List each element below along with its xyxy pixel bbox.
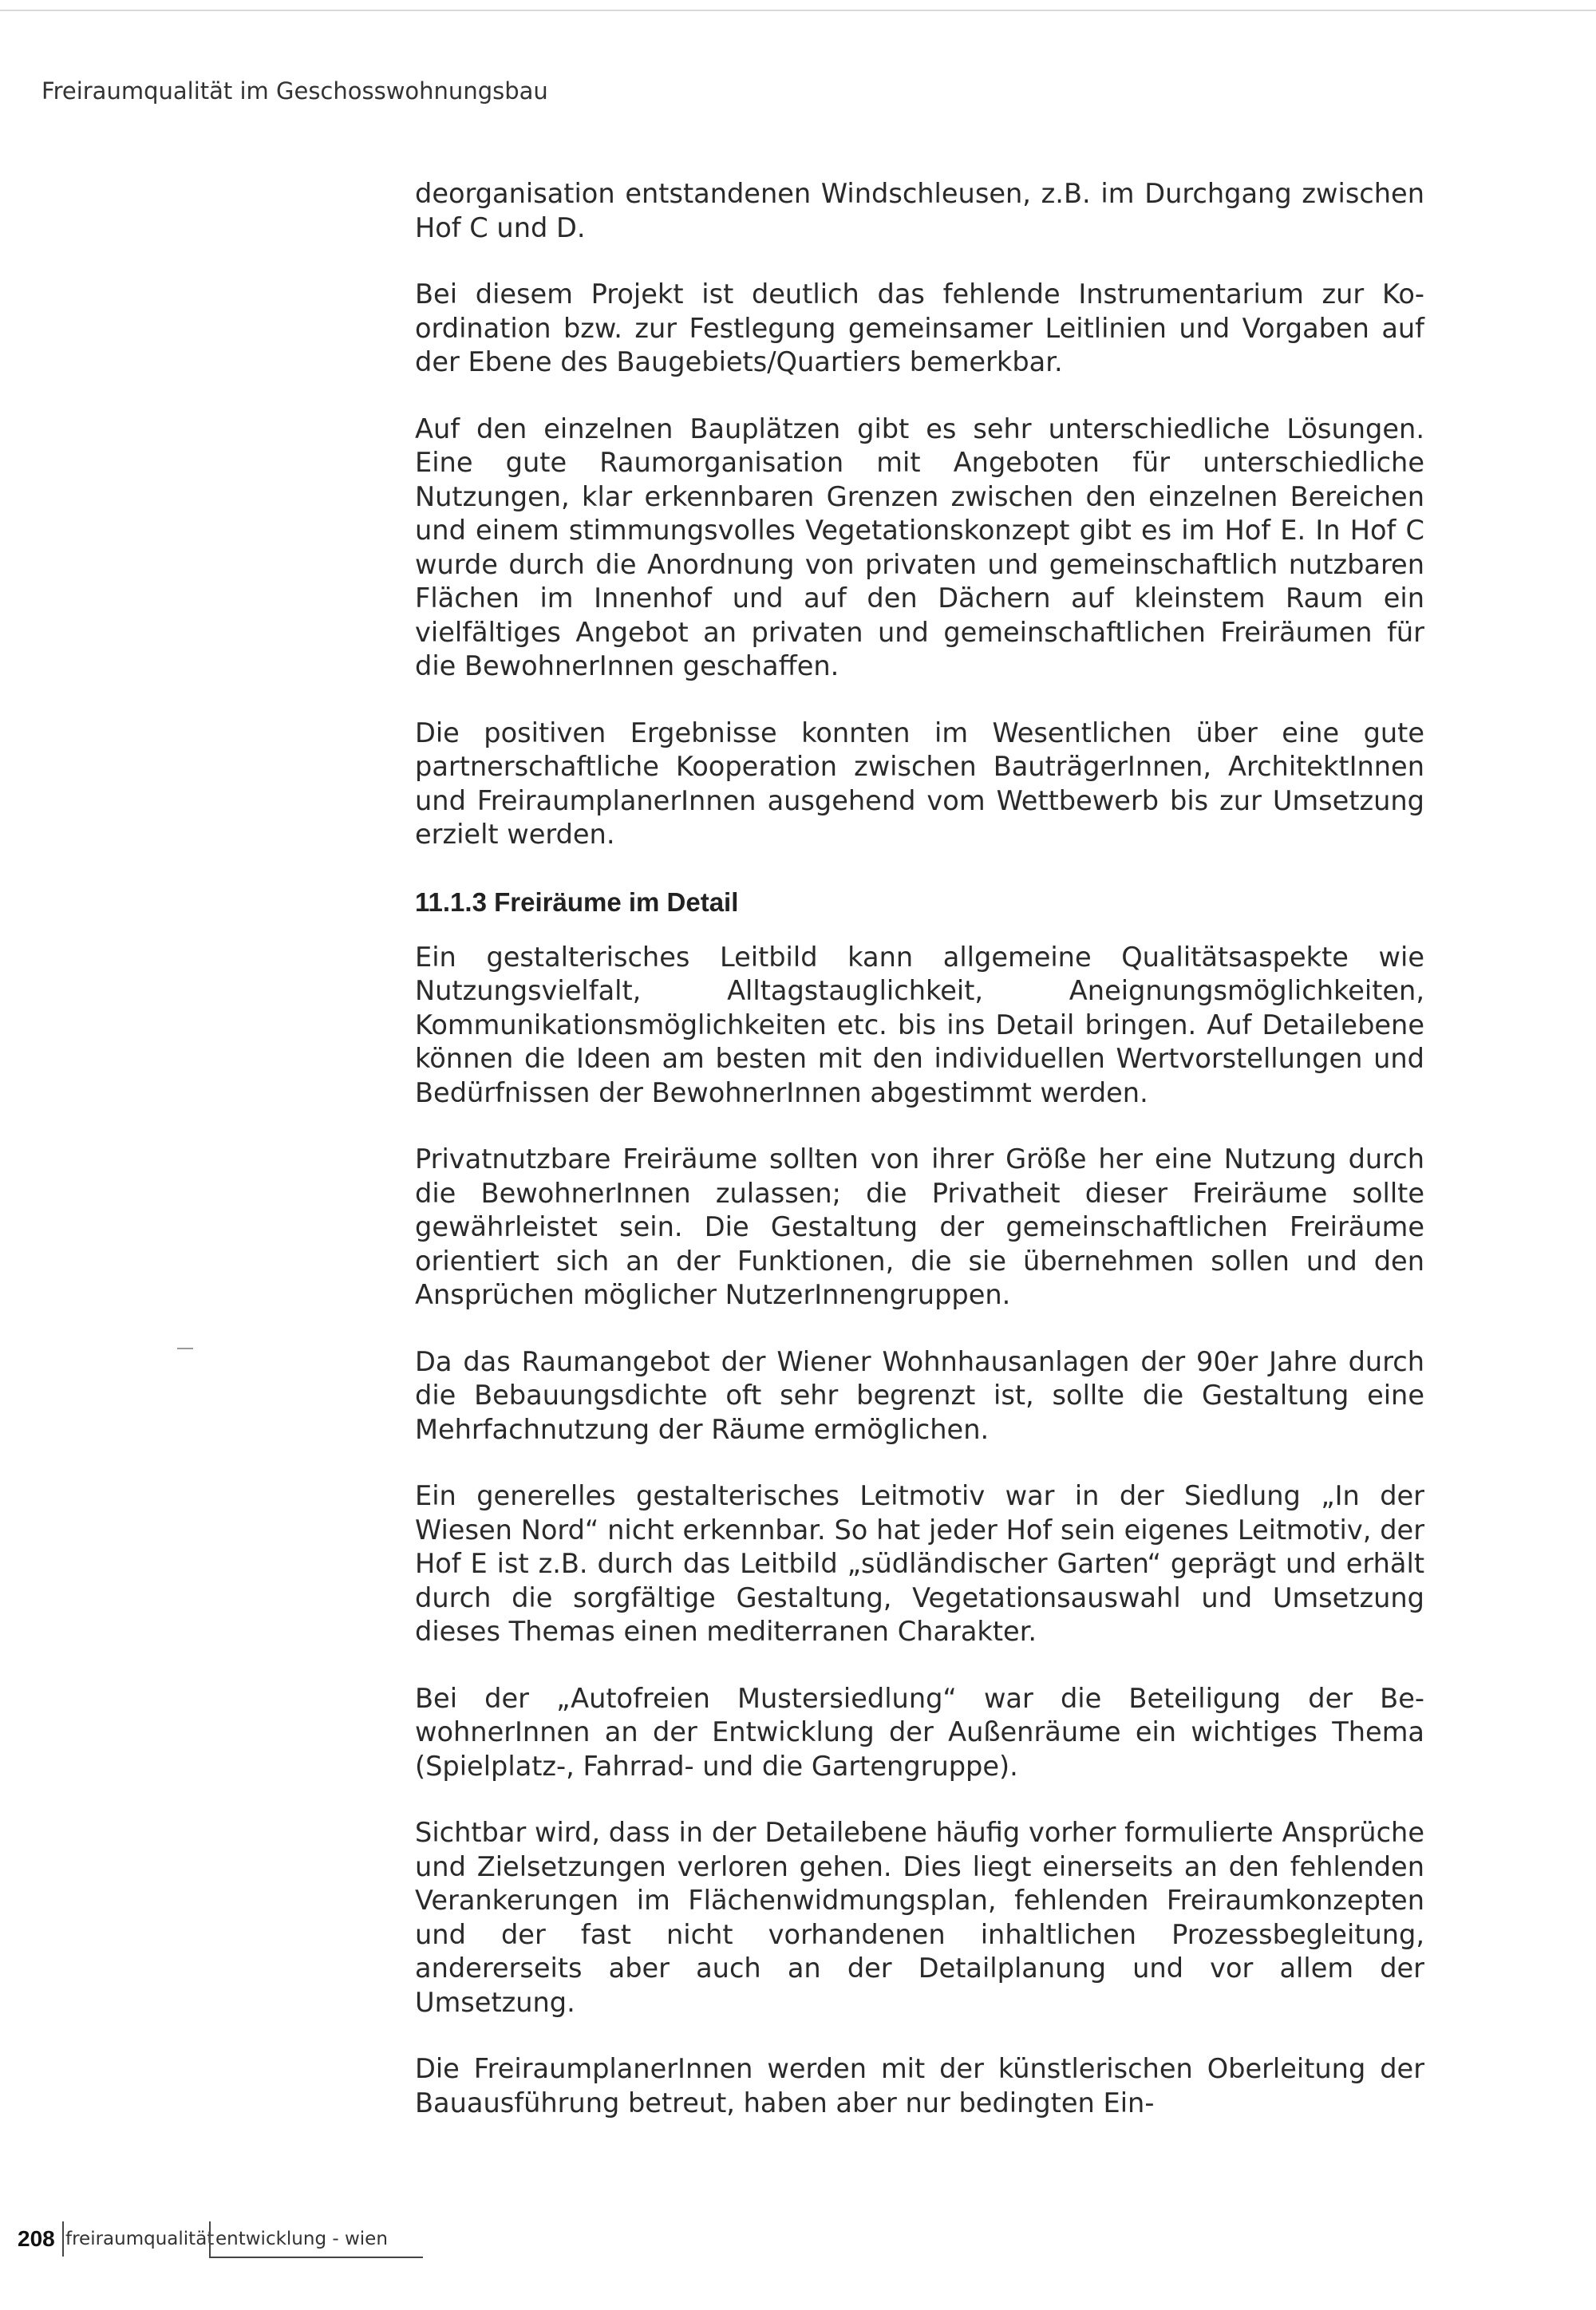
page-number: 208 — [18, 2226, 55, 2251]
paragraph: Ein generelles gestalterisches Leitmotiv war in der Siedlung „In der Wiesen Nord“ nicht erkennbar. So hat jeder Hof sein eigenes Leitmotiv, der Hof E ist z.B. durch das Leitbild „südländischer Garten“ geprägt und erhält durch die sorgfältige Gestaltung, Vegetationsauswahl und Umsetzung dieses Themas einen mediterranen Charakter. — [415, 1480, 1424, 1647]
paragraph: Die FreiraumplanerInnen werden mit der künstlerischen Oberleitung der Bauausführung betreut, haben aber nur bedingten Ein- — [415, 2053, 1424, 2118]
paragraph: Bei der „Autofreien Mustersiedlung“ war die Beteiligung der BewohnerInnen an der Entwicklung der Außenräume ein wichtiges Thema (Spielplatz-, Fahrrad- und die Gartengruppe). — [415, 1682, 1424, 1782]
body-text-column — [415, 177, 1424, 2153]
footer-subtitle-label: entwicklung - wien — [215, 2229, 388, 2249]
page-footer — [18, 2221, 417, 2258]
paragraph: deorganisation entstandenen Windschleusen, z.B. im Durchgang zwischen Hof C und D. — [415, 178, 1424, 243]
footer-series-label: freiraumqualität — [65, 2229, 215, 2249]
running-header: Freiraumqualität im Geschosswohnungsbau — [41, 77, 548, 105]
paragraph: Sichtbar wird, dass in der Detailebene häufig vorher formulierte Ansprüche und Zielsetzungen verloren gehen. Dies liegt einerseits an den fehlenden Verankerungen im Flächenwidmungsplan, fehlenden Freiraumkonzepten und der fast nicht vorhandenen inhaltlichen Prozessbegleitung, andererseits aber auch an der Detailplanung und vor allem der Umsetzung. — [415, 1817, 1424, 2018]
paragraph: Die positiven Ergebnisse konnten im Wesentlichen über eine gute partnerschaftliche Kooperation zwischen BauträgerInnen, ArchitektInnen und FreiraumplanerInnen ausgehend vom Wettbewerb bis zur Umsetzung erzielt werden. — [415, 717, 1424, 850]
top-rule — [0, 10, 1596, 11]
margin-mark — [177, 1348, 193, 1349]
paragraph: Privatnutzbare Freiräume sollten von ihrer Größe her eine Nutzung durch die BewohnerInnen zulassen; die Privatheit dieser Freiräume sollte gewährleistet sein. Die Gestaltung der gemeinschaftlichen Freiräume orientiert sich an der Funktionen, die sie übernehmen sollen und den Ansprüchen möglicher NutzerInnengruppen. — [415, 1143, 1424, 1310]
paragraph: Ein gestalterisches Leitbild kann allgemeine Qualitätsaspekte wie Nutzungsvielfalt, Alltagstauglichkeit, Aneignungsmöglichkeiten, Kommunikationsmöglichkeiten etc. bis ins Detail bringen. Auf Detailebene können die Ideen am besten mit den individuellen Wertvorstellungen und Bedürfnissen der BewohnerInnen abgestimmt werden. — [415, 941, 1424, 1108]
footer-divider — [209, 2221, 211, 2257]
paragraph: Auf den einzelnen Bauplätzen gibt es sehr unterschiedliche Lösungen. Eine gute Raumorganisation mit Angeboten für unterschiedliche Nutzungen, klar erkennbaren Grenzen zwischen den einzelnen Bereichen und einem stimmungsvolles Vegetationskonzept gibt es im Hof E. In Hof C wurde durch die Anordnung von privaten und gemeinschaftlich nutzbaren Flächen im Innenhof und auf den Dächern auf kleinstem Raum ein vielfältiges Angebot an privaten und gemeinschaftlichen Freiräumen für die BewohnerInnen geschaffen. — [415, 413, 1424, 681]
section-heading: 11.1.3 Freiräume im Detail — [415, 886, 739, 917]
paragraph: Bei diesem Projekt ist deutlich das fehlende Instrumentarium zur Koordination bzw. zur Festlegung gemeinsamer Leitlinien und Vorgaben auf der Ebene des Baugebiets/Quartiers bemerkbar. — [415, 278, 1424, 377]
footer-underline — [209, 2257, 423, 2258]
paragraph: Da das Raumangebot der Wiener Wohnhausanlagen der 90er Jahre durch die Bebauungsdichte oft sehr begrenzt ist, sollte die Gestaltung eine Mehrfachnutzung der Räume ermöglichen. — [415, 1345, 1424, 1445]
footer-divider — [62, 2221, 64, 2257]
